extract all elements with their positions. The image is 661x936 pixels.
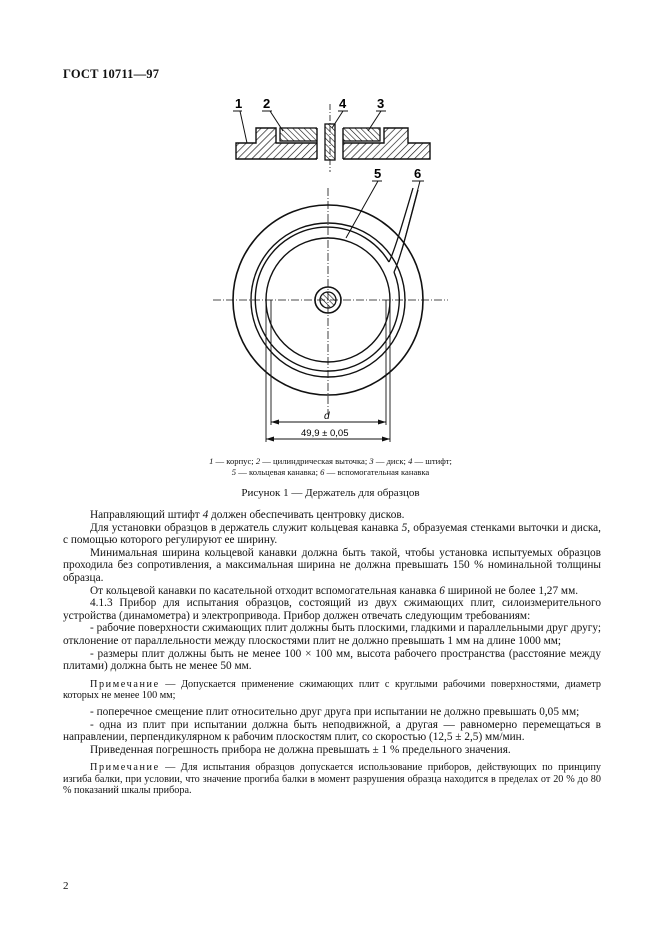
legend-text-5: — кольцевая канавка; bbox=[236, 467, 321, 477]
p2-b: , образуемая стенками выточки и диска, с помощью которого регулируют ее ширину. bbox=[63, 521, 601, 547]
p1-i: 4 bbox=[202, 509, 209, 521]
paragraph-pin bbox=[63, 509, 601, 522]
figure-legend-line1 bbox=[0, 456, 661, 467]
cross-section bbox=[236, 104, 430, 172]
p4-a: От кольцевой канавки по касательной отходит вспомогательная канавка bbox=[90, 584, 440, 597]
callout-6: 6 bbox=[414, 166, 422, 181]
paragraph-plates: - рабочие поверхности сжимающих плит должны быть плоскими, гладкими и параллельными друг другу; отклонение от параллельности между плоскостями плит не должно превышать 1 мм на длине 1000 мм; bbox=[63, 622, 601, 647]
body-text bbox=[63, 509, 601, 797]
legend-num-3: 3 bbox=[369, 456, 374, 466]
legend-text-2: — цилиндрическая выточка; bbox=[260, 456, 370, 466]
legend-num-6: 6 bbox=[320, 467, 325, 477]
figure-title: Рисунок 1 — Держатель для образцов bbox=[241, 487, 420, 499]
p2-i: 5 bbox=[401, 521, 408, 534]
page-number: 2 bbox=[63, 880, 69, 892]
paragraph-width: Минимальная ширина кольцевой канавки должна быть такой, чтобы установка испытуемых образцов проходила без сопротивления, а максимальная ширина не должна превышать 150 % номинальной толщины образца. bbox=[63, 546, 601, 584]
paragraph-sizes: - размеры плит должны быть не менее 100 × 100 мм, высота рабочего пространства (расстояние между плитами) должна быть не менее 50 мм. bbox=[63, 647, 601, 673]
note1-label: Примечание bbox=[90, 678, 160, 690]
p4-i: 6 bbox=[439, 584, 445, 597]
callout-2: 2 bbox=[263, 96, 271, 111]
note2-text: — Для испытания образцов допускается использование приборов, действующих по принципу изгиба балки, при условии, что значение прогиба балки в момент разрушения образца находится в пределах от 20 % до 80 % показаний шкалы прибора. bbox=[63, 762, 601, 797]
figure-legend-line2 bbox=[0, 467, 661, 478]
legend-num-5: 5 bbox=[231, 467, 237, 477]
paragraph-4-1-3: 4.1.3 Прибор для испытания образцов, состоящий из двух сжимающих плит, силоизмерительного устройства (динамометра) и электропривода. Прибор должен отвечать следующим требованиям: bbox=[63, 597, 601, 622]
paragraph-shift: - поперечное смещение плит относительно друг друга при испытании не должно превышать 0,05 мм; bbox=[90, 705, 580, 718]
note-1 bbox=[63, 679, 601, 702]
legend-num-4: 4 bbox=[408, 456, 413, 466]
dimension-d-label: d bbox=[324, 411, 330, 422]
note1-text: — Допускается применение сжимающих плит с круглыми рабочими поверхностями, диаметр которых не менее 100 мм; bbox=[63, 678, 601, 702]
callout-5: 5 bbox=[374, 166, 382, 181]
paragraph-aux-groove bbox=[63, 585, 601, 598]
p4-b: шириной не более 1,27 мм. bbox=[444, 584, 579, 597]
paragraph-error: Приведенная погрешность прибора не должна превышать ± 1 % предельного значения. bbox=[90, 743, 511, 756]
legend-text-3: — диск; bbox=[373, 456, 409, 466]
callout-1: 1 bbox=[235, 96, 243, 111]
legend-text-1: — корпус; bbox=[213, 456, 256, 466]
legend-text-6: — вспомогательная канавка bbox=[324, 467, 430, 477]
legend-text-4: — штифт; bbox=[412, 456, 452, 466]
note-2 bbox=[63, 762, 601, 797]
note2-label: Примечание bbox=[90, 762, 160, 774]
p1-a: Направляющий штифт bbox=[90, 509, 203, 521]
legend-num-2: 2 bbox=[255, 456, 261, 466]
page-header: ГОСТ 10711—97 bbox=[63, 67, 160, 81]
callout-3: 3 bbox=[377, 96, 385, 111]
paragraph-groove bbox=[63, 522, 601, 547]
p1-b: должен обеспечивать центровку дисков. bbox=[208, 509, 405, 521]
callout-4: 4 bbox=[339, 96, 347, 111]
dimension-value-label: 49,9 ± 0,05 bbox=[301, 428, 349, 439]
paragraph-speed: - одна из плит при испытании должна быть неподвижной, а другая — равномерно перемещаться в направлении, перпендикулярном к рабочим плоскостям плит, со скоростью (12,5 ± 2,5) мм/мин. bbox=[63, 718, 601, 744]
p2-a: Для установки образцов в держатель служит кольцевая канавка bbox=[90, 521, 402, 534]
plan-view bbox=[213, 181, 448, 442]
legend-num-1: 1 bbox=[209, 456, 214, 466]
